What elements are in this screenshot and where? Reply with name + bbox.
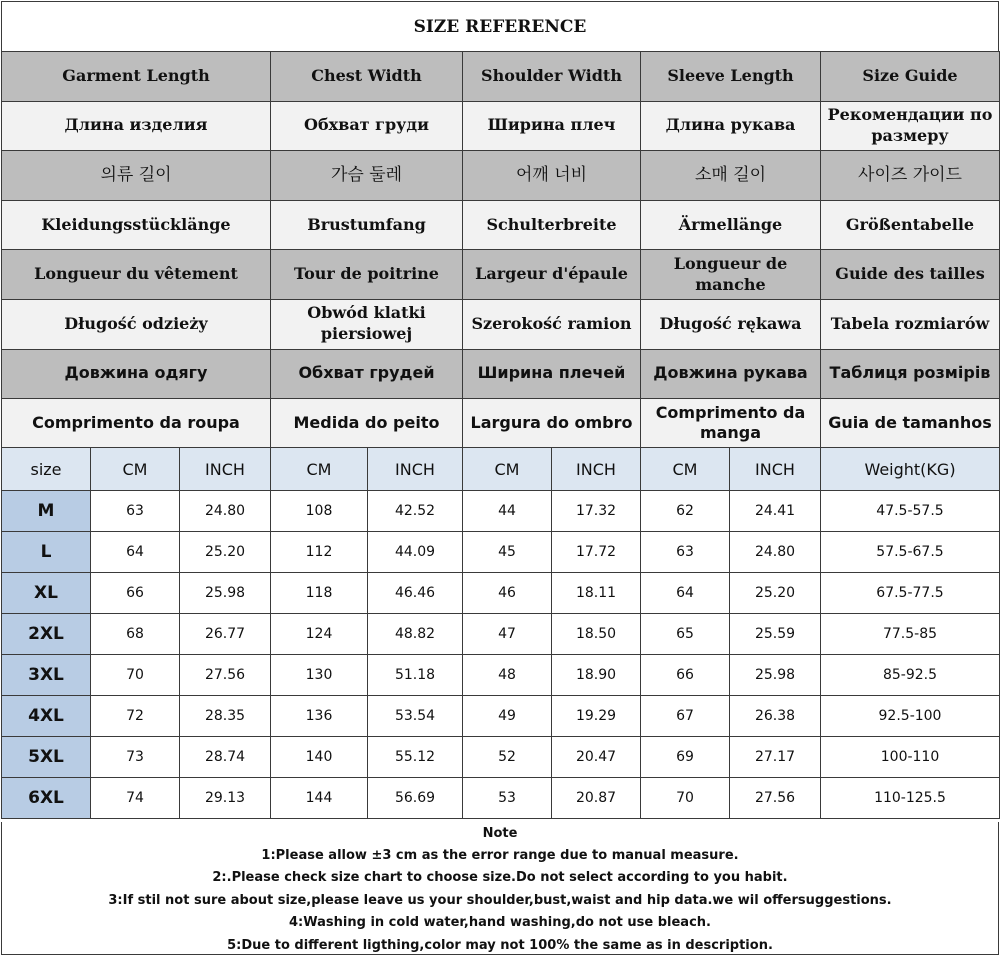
label-cell: Shoulder Width — [463, 52, 641, 102]
measure-value: 28.74 — [180, 737, 271, 778]
label-cell: 사이즈 가이드 — [821, 151, 1000, 201]
measure-value: 53 — [463, 778, 552, 819]
measure-value: 44 — [463, 491, 552, 532]
label-cell: Schulterbreite — [463, 200, 641, 250]
label-cell: Size Guide — [821, 52, 1000, 102]
label-cell: Medida do peito — [271, 399, 463, 449]
measure-value: 56.69 — [368, 778, 463, 819]
measure-value: 92.5-100 — [821, 696, 1000, 737]
size-label: 2XL — [2, 614, 91, 655]
note-line: 2:.Please check size chart to choose size.Do not select according to you habit. — [212, 870, 788, 886]
size-label: 3XL — [2, 655, 91, 696]
measure-value: 45 — [463, 532, 552, 573]
measure-value: 73 — [91, 737, 180, 778]
size-label: L — [2, 532, 91, 573]
measure-value: 24.80 — [730, 532, 821, 573]
label-cell: Длина изделия — [2, 101, 271, 151]
measure-value: 53.54 — [368, 696, 463, 737]
label-cell: Szerokość ramion — [463, 299, 641, 349]
note-lines — [2, 845, 998, 957]
label-row-german — [2, 200, 1000, 250]
measure-header-cell: Weight(KG) — [821, 448, 1000, 491]
measure-value: 29.13 — [180, 778, 271, 819]
measure-value: 64 — [91, 532, 180, 573]
measure-value: 70 — [641, 778, 730, 819]
measure-value: 46 — [463, 573, 552, 614]
measure-value: 67.5-77.5 — [821, 573, 1000, 614]
label-row-ukrainian — [2, 349, 1000, 399]
measure-value: 18.90 — [552, 655, 641, 696]
measure-value: 48.82 — [368, 614, 463, 655]
measure-value: 63 — [91, 491, 180, 532]
measure-value: 47 — [463, 614, 552, 655]
label-cell: Chest Width — [271, 52, 463, 102]
table-row — [2, 573, 1000, 614]
measure-value: 18.50 — [552, 614, 641, 655]
label-row-french — [2, 250, 1000, 300]
note-line: 4:Washing in cold water,hand washing,do not use bleach. — [289, 915, 711, 931]
table-row — [2, 737, 1000, 778]
measure-value: 25.59 — [730, 614, 821, 655]
label-cell: Обхват грудей — [271, 349, 463, 399]
measure-value: 74 — [91, 778, 180, 819]
label-cell: Довжина рукава — [641, 349, 821, 399]
label-cell: 어깨 너비 — [463, 151, 641, 201]
measure-value: 100-110 — [821, 737, 1000, 778]
label-row-polish — [2, 299, 1000, 349]
note-line: 1:Please allow ±3 cm as the error range due to manual measure. — [261, 848, 739, 863]
label-cell: Sleeve Length — [641, 52, 821, 102]
measure-value: 20.47 — [552, 737, 641, 778]
measure-value: 27.56 — [730, 778, 821, 819]
label-cell: Comprimento da roupa — [2, 399, 271, 449]
label-row-korean — [2, 151, 1000, 201]
label-cell: Guide des tailles — [821, 250, 1000, 300]
measure-value: 69 — [641, 737, 730, 778]
measure-value: 47.5-57.5 — [821, 491, 1000, 532]
label-cell: 의류 길이 — [2, 151, 271, 201]
measure-value: 17.72 — [552, 532, 641, 573]
label-cell: Garment Length — [2, 52, 271, 102]
measure-value: 27.56 — [180, 655, 271, 696]
measure-value: 19.29 — [552, 696, 641, 737]
measure-value: 48 — [463, 655, 552, 696]
measure-value: 25.98 — [180, 573, 271, 614]
label-cell: Comprimento da manga — [641, 399, 821, 449]
translation-table-body — [2, 52, 1000, 449]
label-cell: Largura do ombro — [463, 399, 641, 449]
table-row — [2, 491, 1000, 532]
size-header-row — [2, 448, 1000, 491]
measure-value: 26.77 — [180, 614, 271, 655]
size-label: M — [2, 491, 91, 532]
measure-value: 17.32 — [552, 491, 641, 532]
size-header-cell: size — [2, 448, 91, 491]
size-chart-table — [1, 447, 1000, 819]
measure-value: 63 — [641, 532, 730, 573]
table-row — [2, 778, 1000, 819]
measure-value: 66 — [91, 573, 180, 614]
label-cell: Длина рукава — [641, 101, 821, 151]
measure-header-cell: INCH — [552, 448, 641, 491]
measure-header-cell: CM — [271, 448, 368, 491]
table-row — [2, 532, 1000, 573]
label-cell: Długość rękawa — [641, 299, 821, 349]
measure-header-cell: INCH — [368, 448, 463, 491]
measure-value: 130 — [271, 655, 368, 696]
measure-value: 77.5-85 — [821, 614, 1000, 655]
table-row — [2, 655, 1000, 696]
measure-value: 42.52 — [368, 491, 463, 532]
measure-value: 18.11 — [552, 573, 641, 614]
measure-header-cell: CM — [463, 448, 552, 491]
label-cell: Ärmellänge — [641, 200, 821, 250]
note-line: 3:If stil not sure about size,please leave us your shoulder,bust,waist and hip data.we wil offersuggestions. — [108, 892, 892, 908]
size-label: 4XL — [2, 696, 91, 737]
measure-value: 46.46 — [368, 573, 463, 614]
size-label: 5XL — [2, 737, 91, 778]
page-title: SIZE REFERENCE — [2, 2, 999, 52]
measure-value: 25.98 — [730, 655, 821, 696]
measure-value: 62 — [641, 491, 730, 532]
label-cell: Tabela rozmiarów — [821, 299, 1000, 349]
table-row — [2, 696, 1000, 737]
size-label: 6XL — [2, 778, 91, 819]
label-cell: Largeur d'épaule — [463, 250, 641, 300]
measure-value: 112 — [271, 532, 368, 573]
label-cell: Таблиця розмірів — [821, 349, 1000, 399]
measure-value: 24.41 — [730, 491, 821, 532]
measure-value: 64 — [641, 573, 730, 614]
measure-value: 20.87 — [552, 778, 641, 819]
measure-header-cell: INCH — [180, 448, 271, 491]
measure-value: 66 — [641, 655, 730, 696]
label-cell: Longueur de manche — [641, 250, 821, 300]
label-row-portuguese — [2, 399, 1000, 449]
measure-value: 25.20 — [730, 573, 821, 614]
measure-value: 72 — [91, 696, 180, 737]
measure-value: 124 — [271, 614, 368, 655]
measure-value: 27.17 — [730, 737, 821, 778]
measure-value: 118 — [271, 573, 368, 614]
measure-header-cell: CM — [641, 448, 730, 491]
measure-value: 136 — [271, 696, 368, 737]
measure-value: 49 — [463, 696, 552, 737]
label-cell: Długość odzieży — [2, 299, 271, 349]
measure-value: 68 — [91, 614, 180, 655]
measure-value: 140 — [271, 737, 368, 778]
label-cell: Рекомендации по размеру — [821, 101, 1000, 151]
measure-value: 44.09 — [368, 532, 463, 573]
measure-value: 28.35 — [180, 696, 271, 737]
measure-value: 65 — [641, 614, 730, 655]
measure-value: 108 — [271, 491, 368, 532]
label-cell: Kleidungsstücklänge — [2, 200, 271, 250]
note-line: 5:Due to different ligthing,color may not 100% the same as in description. — [227, 937, 773, 953]
translation-table — [1, 51, 1000, 449]
label-cell: 소매 길이 — [641, 151, 821, 201]
label-cell: 가슴 둘레 — [271, 151, 463, 201]
label-cell: Brustumfang — [271, 200, 463, 250]
table-row — [2, 614, 1000, 655]
label-cell: Guia de tamanhos — [821, 399, 1000, 449]
label-cell: Обхват груди — [271, 101, 463, 151]
measure-value: 52 — [463, 737, 552, 778]
measure-header-cell: INCH — [730, 448, 821, 491]
label-cell: Довжина одягу — [2, 349, 271, 399]
measure-value: 144 — [271, 778, 368, 819]
label-cell: Größentabelle — [821, 200, 1000, 250]
title-table — [1, 1, 999, 52]
label-cell: Ширина плечей — [463, 349, 641, 399]
label-cell: Tour de poitrine — [271, 250, 463, 300]
measure-value: 57.5-67.5 — [821, 532, 1000, 573]
measure-header-cell: CM — [91, 448, 180, 491]
size-label: XL — [2, 573, 91, 614]
measure-value: 55.12 — [368, 737, 463, 778]
measure-value: 51.18 — [368, 655, 463, 696]
measure-value: 110-125.5 — [821, 778, 1000, 819]
measure-value: 24.80 — [180, 491, 271, 532]
label-row-russian — [2, 101, 1000, 151]
measure-value: 25.20 — [180, 532, 271, 573]
measure-value: 85-92.5 — [821, 655, 1000, 696]
measure-value: 70 — [91, 655, 180, 696]
note-section — [1, 822, 999, 955]
size-chart-body — [2, 448, 1000, 819]
label-cell: Obwód klatki piersiowej — [271, 299, 463, 349]
label-cell: Ширина плеч — [463, 101, 641, 151]
measure-value: 26.38 — [730, 696, 821, 737]
label-row-english — [2, 52, 1000, 102]
note-title: Note — [482, 826, 518, 841]
measure-value: 67 — [641, 696, 730, 737]
label-cell: Longueur du vêtement — [2, 250, 271, 300]
